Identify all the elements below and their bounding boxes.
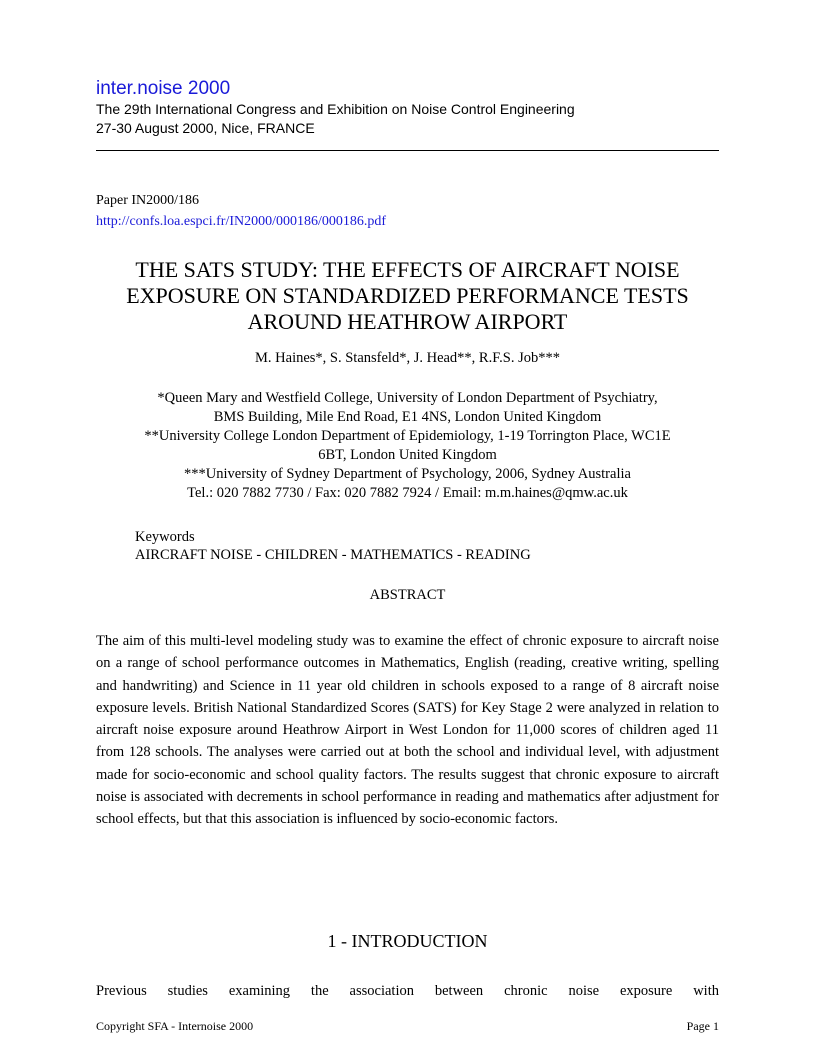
paper-url-link[interactable]: http://confs.loa.espci.fr/IN2000/000186/000186.pdf (96, 214, 387, 229)
affiliation-line: *Queen Mary and Westfield College, University of London Department of Psychiatry, (157, 390, 658, 406)
affiliation-contact: Tel.: 020 7882 7730 / Fax: 020 7882 7924 / Email: m.m.haines@qmw.ac.uk (187, 485, 628, 501)
affiliation-line: ***University of Sydney Department of Psychology, 2006, Sydney Australia (184, 466, 631, 482)
paper-title-line: THE SATS STUDY: THE EFFECTS OF AIRCRAFT NOISE (135, 257, 680, 282)
abstract-text: The aim of this multi-level modeling study was to examine the effect of chronic exposure to aircraft noise on a range of school performance outcomes in Mathematics, English (reading, creative writing, spelling and handwriting) and Science in 11 year old children in schools exposed to a range of 8 aircraft noise exposure levels. British National Standardized Scores (SATS) for Key Stage 2 were analyzed in relation to aircraft noise exposure around Heathrow Airport in West London for 11,000 scores of children aged 11 from 128 schools. The analyses were carried out at both the school and individual level, with adjustment made for socio-economic and school quality factors. The results suggest that chronic exposure to aircraft noise is associated with decrements in school performance in reading and mathematics after adjustment for school effects, but that this association is influenced by socio-economic factors. (96, 633, 719, 828)
author-list: M. Haines*, S. Stansfeld*, J. Head**, R.F.S. Job*** (255, 350, 560, 366)
keywords-label: Keywords (135, 529, 195, 545)
header-divider (96, 150, 719, 151)
introduction-text: Previous studies examining the association between chronic noise exposure with (96, 983, 719, 999)
footer-page-number: Page 1 (686, 1019, 719, 1033)
conference-dates: 27-30 August 2000, Nice, FRANCE (96, 120, 315, 136)
paper-title-line: EXPOSURE ON STANDARDIZED PERFORMANCE TESTS (126, 283, 689, 308)
affiliation-line: BMS Building, Mile End Road, E1 4NS, London United Kingdom (213, 409, 602, 425)
conference-subtitle: The 29th International Congress and Exhibition on Noise Control Engineering (96, 101, 575, 117)
paper-id: Paper IN2000/186 (96, 193, 200, 208)
affiliations (96, 389, 719, 503)
affiliation-line: 6BT, London United Kingdom (318, 447, 497, 463)
conference-name: inter.noise 2000 (96, 78, 231, 99)
section-heading-introduction: 1 - INTRODUCTION (327, 931, 488, 951)
paper-title-line: AROUND HEATHROW AIRPORT (247, 309, 568, 334)
affiliation-line: **University College London Department of Epidemiology, 1-19 Torrington Place, WC1E (144, 428, 671, 444)
paper-title (96, 257, 719, 335)
abstract-heading: ABSTRACT (369, 587, 446, 603)
footer-copyright: Copyright SFA - Internoise 2000 (96, 1019, 254, 1033)
keywords-list: AIRCRAFT NOISE - CHILDREN - MATHEMATICS - READING (135, 547, 531, 563)
